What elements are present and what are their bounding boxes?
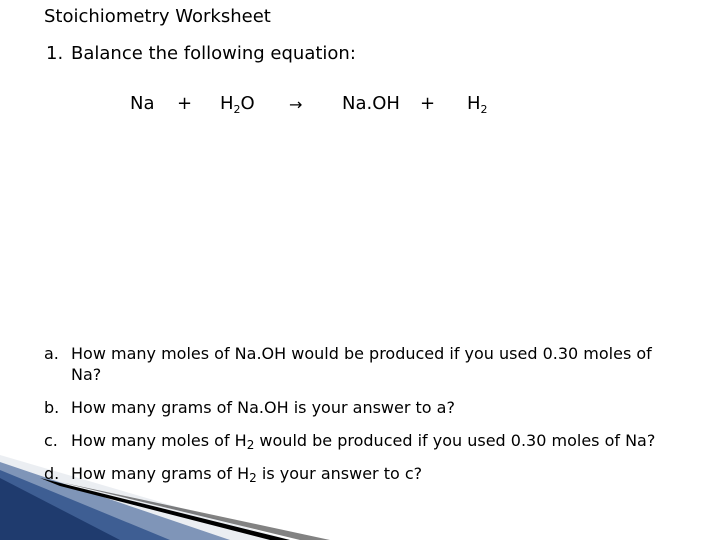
subquestion-d-text-after: is your answer to c?: [256, 464, 423, 483]
subquestion-c-subscript: 2: [246, 438, 255, 452]
question-1-number: 1.: [46, 43, 64, 64]
subquestion-d-text: [71, 463, 684, 484]
page-title: Stoichiometry Worksheet: [44, 6, 271, 27]
reactant-water: [220, 93, 255, 114]
product-naoh: Na.OH: [342, 93, 400, 114]
question-1: [46, 43, 356, 64]
subquestion-a-text: How many moles of Na.OH would be produced if you used 0.30 moles of Na?: [71, 344, 652, 384]
subquestion-c-text: [71, 430, 684, 451]
subquestion-a-letter: a.: [44, 344, 59, 363]
reactant-water-h: H: [220, 93, 234, 114]
subquestion-a: [44, 343, 684, 385]
subquestion-b-letter: b.: [44, 398, 60, 417]
plus-sign-2: +: [420, 93, 436, 114]
subquestion-d-subscript: 2: [249, 471, 257, 485]
subquestion-c-text-after: would be produced if you used 0.30 moles of Na?: [254, 431, 656, 450]
subquestion-c-letter: c.: [44, 431, 58, 450]
subquestion-c: [44, 430, 684, 451]
subquestion-c-text-before: How many moles of H: [71, 431, 247, 450]
subquestion-d: [44, 463, 684, 484]
subquestion-d-text-before: How many grams of H: [71, 464, 250, 483]
question-1-text: Balance the following equation:: [71, 43, 356, 64]
subquestion-d-letter: d.: [44, 464, 60, 483]
subquestion-b: [44, 397, 684, 418]
reactant-water-subscript: 2: [233, 103, 241, 116]
subquestion-b-text: How many grams of Na.OH is your answer to a?: [71, 398, 455, 417]
plus-sign-1: +: [177, 93, 193, 114]
reactant-water-o: O: [240, 93, 255, 114]
product-hydrogen-subscript: 2: [480, 103, 488, 116]
product-hydrogen-h: H: [467, 93, 481, 114]
reaction-arrow-icon: →: [289, 95, 303, 114]
product-hydrogen: [467, 93, 488, 114]
reactant-na: Na: [130, 93, 155, 114]
